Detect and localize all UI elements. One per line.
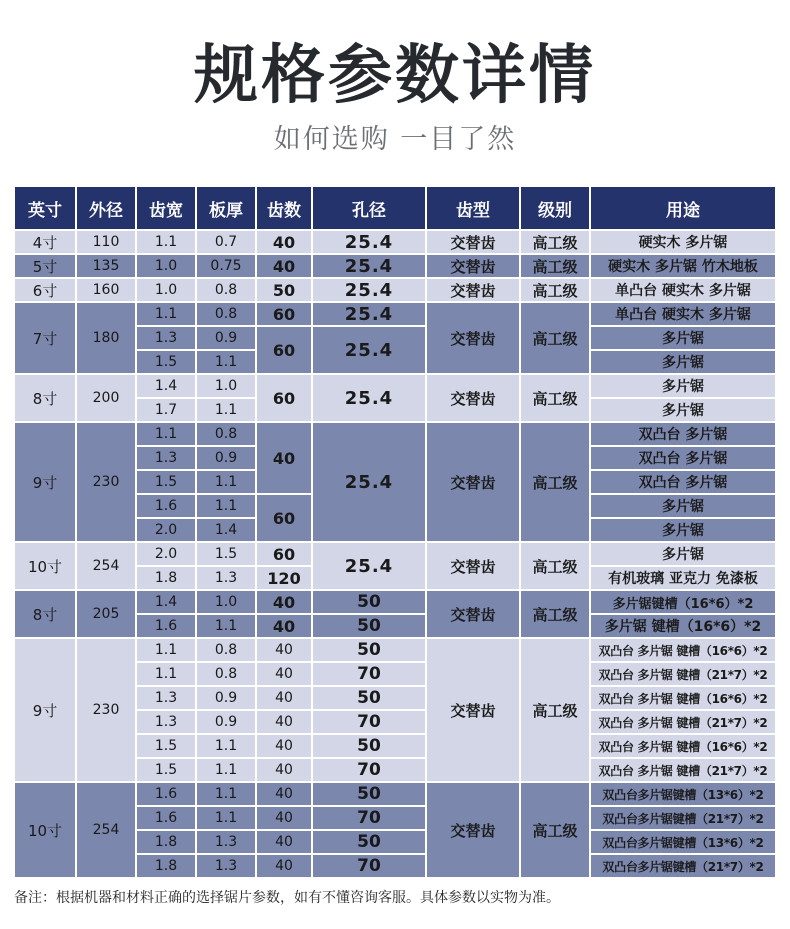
cell-od: 254 [76, 542, 136, 590]
cell-grade: 高工级 [520, 278, 590, 302]
cell-grade: 高工级 [520, 254, 590, 278]
cell-use: 双凸台 多片锯 键槽（16*6）*2 [590, 638, 776, 662]
cell-tooth-type: 交替齿 [426, 230, 520, 254]
cell-use: 多片锯 [590, 350, 776, 374]
cell-use: 多片锯 [590, 398, 776, 422]
cell-thickness: 0.8 [196, 662, 256, 686]
cell-tooth-type: 交替齿 [426, 782, 520, 878]
cell-width: 1.5 [136, 470, 196, 494]
cell-width: 1.8 [136, 566, 196, 590]
cell-width: 1.0 [136, 278, 196, 302]
cell-thickness: 1.1 [196, 398, 256, 422]
cell-width: 2.0 [136, 542, 196, 566]
cell-grade: 高工级 [520, 638, 590, 782]
cell-thickness: 0.9 [196, 326, 256, 350]
cell-width: 2.0 [136, 518, 196, 542]
cell-thickness: 1.1 [196, 350, 256, 374]
cell-tooth-type: 交替齿 [426, 374, 520, 422]
cell-inch: 9寸 [14, 638, 76, 782]
cell-bore: 50 [312, 830, 426, 854]
cell-tooth-type: 交替齿 [426, 278, 520, 302]
cell-width: 1.3 [136, 446, 196, 470]
cell-bore: 70 [312, 854, 426, 878]
cell-teeth: 40 [256, 638, 312, 662]
header-teeth: 齿数 [256, 186, 312, 230]
cell-width: 1.1 [136, 302, 196, 326]
cell-use: 双凸台多片锯键槽（21*7）*2 [590, 806, 776, 830]
cell-use: 双凸台多片锯键槽（13*6）*2 [590, 830, 776, 854]
footnote: 备注：根据机器和材料正确的选择锯片参数，如有不懂咨询客服。具体参数以实物为准。 [14, 890, 560, 906]
cell-thickness: 1.0 [196, 374, 256, 398]
cell-thickness: 1.0 [196, 590, 256, 614]
cell-thickness: 0.9 [196, 446, 256, 470]
cell-grade: 高工级 [520, 590, 590, 638]
cell-teeth: 40 [256, 854, 312, 878]
cell-use: 双凸台 多片锯 [590, 470, 776, 494]
cell-use: 硬实木 多片锯 [590, 230, 776, 254]
cell-width: 1.6 [136, 806, 196, 830]
cell-grade: 高工级 [520, 782, 590, 878]
cell-teeth: 40 [256, 422, 312, 494]
cell-bore: 25.4 [312, 422, 426, 542]
cell-thickness: 1.5 [196, 542, 256, 566]
cell-width: 1.1 [136, 422, 196, 446]
header-inch: 英寸 [14, 186, 76, 230]
cell-thickness: 1.1 [196, 494, 256, 518]
cell-inch: 8寸 [14, 590, 76, 638]
cell-width: 1.6 [136, 614, 196, 638]
cell-teeth: 40 [256, 710, 312, 734]
cell-thickness: 1.1 [196, 782, 256, 806]
cell-width: 1.6 [136, 494, 196, 518]
cell-teeth: 40 [256, 230, 312, 254]
cell-teeth: 40 [256, 782, 312, 806]
cell-use: 硬实木 多片锯 竹木地板 [590, 254, 776, 278]
cell-width: 1.5 [136, 758, 196, 782]
cell-inch: 4寸 [14, 230, 76, 254]
cell-use: 双凸台 多片锯 键槽（21*7）*2 [590, 758, 776, 782]
cell-bore: 25.4 [312, 326, 426, 374]
cell-width: 1.3 [136, 686, 196, 710]
cell-width: 1.4 [136, 374, 196, 398]
header-thickness: 板厚 [196, 186, 256, 230]
cell-od: 205 [76, 590, 136, 638]
spec-table [14, 186, 776, 878]
cell-od: 200 [76, 374, 136, 422]
header-tooth-type: 齿型 [426, 186, 520, 230]
cell-thickness: 1.3 [196, 566, 256, 590]
cell-teeth: 120 [256, 566, 312, 590]
header-use: 用途 [590, 186, 776, 230]
cell-bore: 25.4 [312, 542, 426, 590]
cell-use: 双凸台 多片锯 键槽（16*6）*2 [590, 734, 776, 758]
cell-grade: 高工级 [520, 422, 590, 542]
cell-use: 多片锯 [590, 542, 776, 566]
cell-teeth: 60 [256, 302, 312, 326]
cell-use: 多片锯 键槽（16*6）*2 [590, 614, 776, 638]
cell-tooth-type: 交替齿 [426, 302, 520, 374]
cell-use: 多片锯 [590, 494, 776, 518]
cell-inch: 5寸 [14, 254, 76, 278]
cell-use: 单凸台 硬实木 多片锯 [590, 278, 776, 302]
cell-od: 135 [76, 254, 136, 278]
cell-use: 多片锯 [590, 374, 776, 398]
cell-use: 双凸台多片锯键槽（21*7）*2 [590, 854, 776, 878]
cell-use: 双凸台 多片锯 键槽（21*7）*2 [590, 662, 776, 686]
cell-width: 1.6 [136, 782, 196, 806]
cell-use: 多片锯 [590, 518, 776, 542]
cell-od: 230 [76, 422, 136, 542]
cell-bore: 70 [312, 662, 426, 686]
cell-teeth: 50 [256, 278, 312, 302]
cell-use: 双凸台 多片锯 [590, 446, 776, 470]
cell-bore: 50 [312, 734, 426, 758]
cell-teeth: 40 [256, 590, 312, 614]
cell-od: 180 [76, 302, 136, 374]
cell-use: 双凸台 多片锯 键槽（21*7）*2 [590, 710, 776, 734]
cell-tooth-type: 交替齿 [426, 422, 520, 542]
cell-width: 1.7 [136, 398, 196, 422]
cell-bore: 50 [312, 782, 426, 806]
cell-width: 1.1 [136, 638, 196, 662]
cell-width: 1.1 [136, 662, 196, 686]
cell-use: 双凸台 多片锯 键槽（16*6）*2 [590, 686, 776, 710]
cell-use: 多片锯 [590, 326, 776, 350]
cell-width: 1.3 [136, 710, 196, 734]
cell-thickness: 1.1 [196, 614, 256, 638]
cell-od: 110 [76, 230, 136, 254]
cell-thickness: 0.7 [196, 230, 256, 254]
cell-teeth: 40 [256, 254, 312, 278]
cell-grade: 高工级 [520, 230, 590, 254]
cell-teeth: 40 [256, 662, 312, 686]
cell-use: 单凸台 硬实木 多片锯 [590, 302, 776, 326]
cell-width: 1.8 [136, 830, 196, 854]
cell-teeth: 60 [256, 374, 312, 422]
cell-bore: 70 [312, 758, 426, 782]
cell-inch: 10寸 [14, 782, 76, 878]
cell-teeth: 40 [256, 830, 312, 854]
cell-thickness: 1.3 [196, 854, 256, 878]
cell-teeth: 60 [256, 326, 312, 374]
cell-thickness: 0.8 [196, 422, 256, 446]
cell-use: 有机玻璃 亚克力 免漆板 [590, 566, 776, 590]
cell-use: 双凸台多片锯键槽（13*6）*2 [590, 782, 776, 806]
cell-width: 1.4 [136, 590, 196, 614]
cell-teeth: 40 [256, 758, 312, 782]
cell-thickness: 0.8 [196, 302, 256, 326]
cell-bore: 70 [312, 806, 426, 830]
cell-bore: 50 [312, 686, 426, 710]
cell-thickness: 1.1 [196, 806, 256, 830]
cell-inch: 8寸 [14, 374, 76, 422]
cell-bore: 25.4 [312, 278, 426, 302]
cell-inch: 10寸 [14, 542, 76, 590]
cell-bore: 50 [312, 614, 426, 638]
cell-od: 230 [76, 638, 136, 782]
cell-use: 双凸台 多片锯 [590, 422, 776, 446]
header-grade: 级别 [520, 186, 590, 230]
cell-width: 1.0 [136, 254, 196, 278]
cell-inch: 7寸 [14, 302, 76, 374]
cell-bore: 50 [312, 638, 426, 662]
cell-width: 1.8 [136, 854, 196, 878]
cell-bore: 25.4 [312, 254, 426, 278]
cell-bore: 25.4 [312, 374, 426, 422]
cell-thickness: 1.1 [196, 734, 256, 758]
cell-thickness: 0.75 [196, 254, 256, 278]
cell-thickness: 0.9 [196, 686, 256, 710]
header-bore: 孔径 [312, 186, 426, 230]
cell-thickness: 0.9 [196, 710, 256, 734]
cell-thickness: 0.8 [196, 638, 256, 662]
cell-od: 254 [76, 782, 136, 878]
cell-width: 1.1 [136, 230, 196, 254]
cell-teeth: 60 [256, 494, 312, 542]
cell-width: 1.3 [136, 326, 196, 350]
cell-teeth: 40 [256, 806, 312, 830]
cell-bore: 70 [312, 710, 426, 734]
cell-thickness: 1.4 [196, 518, 256, 542]
cell-grade: 高工级 [520, 374, 590, 422]
cell-grade: 高工级 [520, 542, 590, 590]
cell-od: 160 [76, 278, 136, 302]
cell-thickness: 0.8 [196, 278, 256, 302]
cell-grade: 高工级 [520, 302, 590, 374]
cell-tooth-type: 交替齿 [426, 254, 520, 278]
cell-inch: 9寸 [14, 422, 76, 542]
cell-tooth-type: 交替齿 [426, 638, 520, 782]
cell-teeth: 40 [256, 734, 312, 758]
cell-teeth: 40 [256, 614, 312, 638]
cell-bore: 50 [312, 590, 426, 614]
cell-thickness: 1.3 [196, 830, 256, 854]
page-title: 规格参数详情 [194, 39, 596, 113]
cell-bore: 25.4 [312, 230, 426, 254]
header-width: 齿宽 [136, 186, 196, 230]
cell-tooth-type: 交替齿 [426, 590, 520, 638]
cell-bore: 25.4 [312, 302, 426, 326]
cell-thickness: 1.1 [196, 758, 256, 782]
header-od: 外径 [76, 186, 136, 230]
cell-thickness: 1.1 [196, 470, 256, 494]
page-subtitle: 如何选购 一目了然 [273, 124, 517, 155]
cell-use: 多片锯键槽（16*6）*2 [590, 590, 776, 614]
cell-tooth-type: 交替齿 [426, 542, 520, 590]
cell-teeth: 60 [256, 542, 312, 566]
cell-teeth: 40 [256, 686, 312, 710]
cell-width: 1.5 [136, 734, 196, 758]
cell-inch: 6寸 [14, 278, 76, 302]
cell-width: 1.5 [136, 350, 196, 374]
